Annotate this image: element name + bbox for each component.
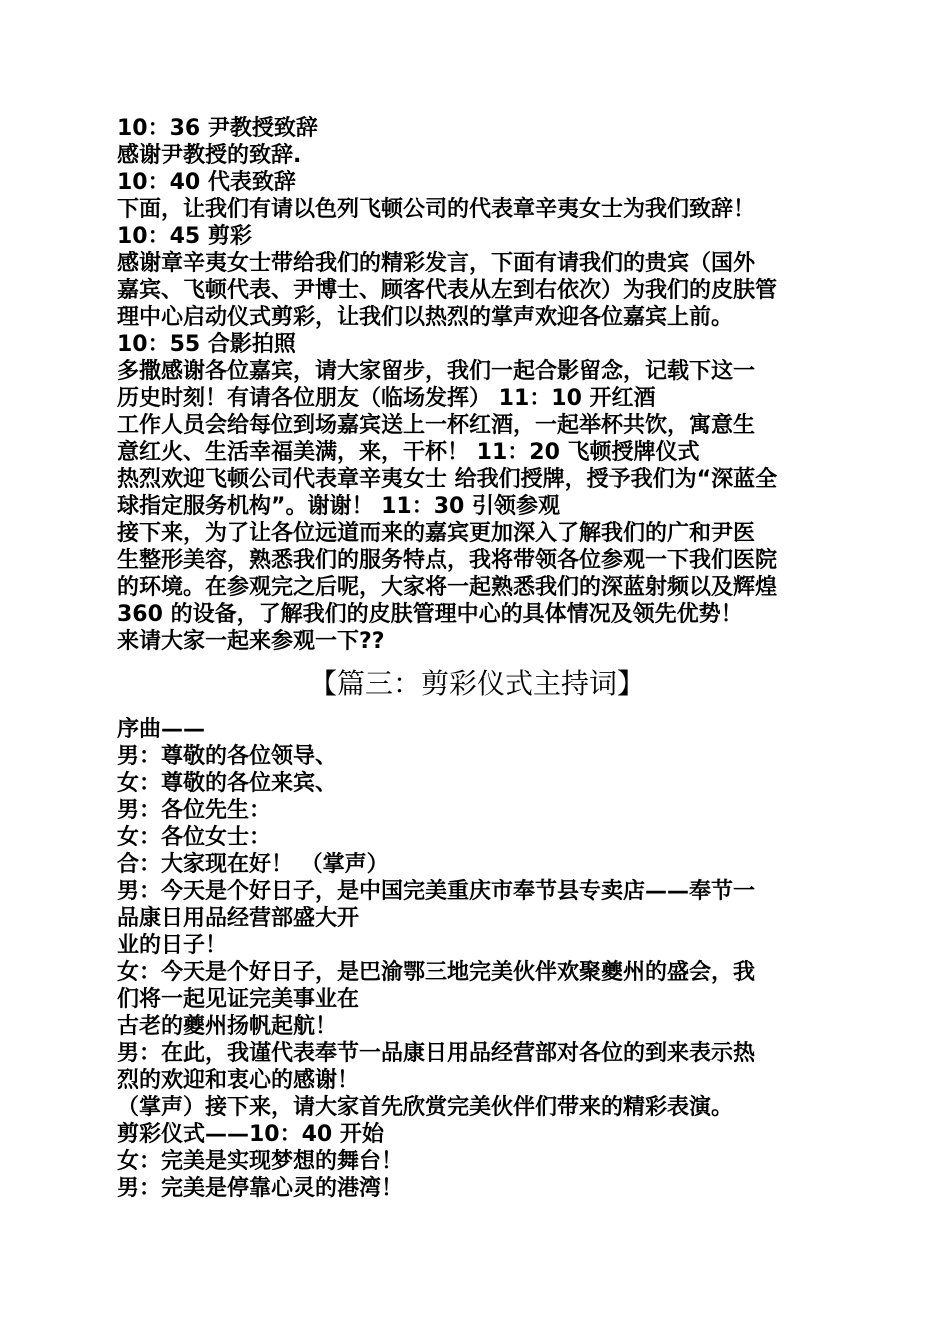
text-line: 10：36 尹教授致辞 bbox=[117, 116, 318, 141]
text-line: 热烈欢迎飞顿公司代表章辛夷女士 给我们授牌，授予我们为“深蓝全 bbox=[117, 467, 778, 492]
text-line: 感谢章辛夷女士带给我们的精彩发言，下面有请我们的贵宾（国外 bbox=[117, 251, 756, 276]
text-line: 男：今天是个好日子，是中国完美重庆市奉节县专卖店——奉节一 bbox=[117, 879, 756, 904]
text-line: 下面，让我们有请以色列飞顿公司的代表章辛夷女士为我们致辞！ bbox=[117, 197, 756, 222]
text-line: 合：大家现在好！ （掌声） bbox=[117, 852, 389, 877]
text-line: 的环境。在参观完之后呢，大家将一起熟悉我们的深蓝射频以及辉煌 bbox=[117, 575, 778, 600]
text-line: 来请大家一起来参观一下?? bbox=[117, 629, 385, 654]
text-line: 男：在此，我谨代表奉节一品康日用品经营部对各位的到来表示热 bbox=[117, 1041, 756, 1066]
section-one-body bbox=[117, 115, 837, 655]
text-line: 品康日用品经营部盛大开 bbox=[117, 906, 360, 931]
section-two-body bbox=[117, 716, 837, 1202]
text-line: 多撒感谢各位嘉宾，请大家留步，我们一起合影留念，记载下这一 bbox=[117, 359, 756, 384]
text-line: 序曲—— bbox=[117, 717, 206, 742]
text-line: 剪彩仪式——10：40 开始 bbox=[117, 1122, 384, 1147]
text-line: 历史时刻！有请各位朋友（临场发挥） 11：10 开红酒 bbox=[117, 386, 656, 411]
text-line: 感谢尹教授的致辞. bbox=[117, 143, 302, 168]
text-line: 10：40 代表致辞 bbox=[117, 170, 296, 195]
text-line: 男：完美是停靠心灵的港湾！ bbox=[117, 1176, 404, 1201]
text-line: 女：完美是实现梦想的舞台！ bbox=[117, 1149, 404, 1174]
text-line: 360 的设备，了解我们的皮肤管理中心的具体情况及领先优势！ bbox=[117, 602, 743, 627]
text-line: 10：45 剪彩 bbox=[117, 224, 252, 249]
text-line: 业的日子！ bbox=[117, 933, 228, 958]
text-line: 们将一起见证完美事业在 bbox=[117, 987, 360, 1012]
text-line: 工作人员会给每位到场嘉宾送上一杯红酒，一起举杯共饮，寓意生 bbox=[117, 413, 756, 438]
text-line: 意红火、生活幸福美满，来，干杯！ 11：20 飞顿授牌仪式 bbox=[117, 440, 700, 465]
text-line: 嘉宾、飞顿代表、尹博士、顾客代表从左到右依次）为我们的皮肤管 bbox=[117, 278, 778, 303]
text-line: 10：55 合影拍照 bbox=[117, 332, 296, 357]
text-line: 古老的夔州扬帆起航！ bbox=[117, 1014, 338, 1039]
text-line: 男：尊敬的各位领导、 bbox=[117, 744, 338, 769]
text-line: 球指定服务机构”。谢谢！ 11：30 引领参观 bbox=[117, 494, 561, 519]
text-line: 烈的欢迎和衷心的感谢！ bbox=[117, 1068, 360, 1093]
text-line: 女：尊敬的各位来宾、 bbox=[117, 771, 338, 796]
text-line: 女：各位女士： bbox=[117, 825, 272, 850]
text-line: 女：今天是个好日子，是巴渝鄂三地完美伙伴欢聚夔州的盛会，我 bbox=[117, 960, 756, 985]
text-line: 男：各位先生： bbox=[117, 798, 272, 823]
text-line: 接下来，为了让各位远道而来的嘉宾更加深入了解我们的广和尹医 bbox=[117, 521, 756, 546]
text-line: （掌声）接下来，请大家首先欣赏完美伙伴们带来的精彩表演。 bbox=[117, 1095, 734, 1120]
text-line: 理中心启动仪式剪彩，让我们以热烈的掌声欢迎各位嘉宾上前。 bbox=[117, 305, 734, 330]
text-line: 生整形美容，熟悉我们的服务特点，我将带领各位参观一下我们医院 bbox=[117, 548, 778, 573]
section-heading: 【篇三：剪彩仪式主持词】 bbox=[308, 667, 645, 700]
